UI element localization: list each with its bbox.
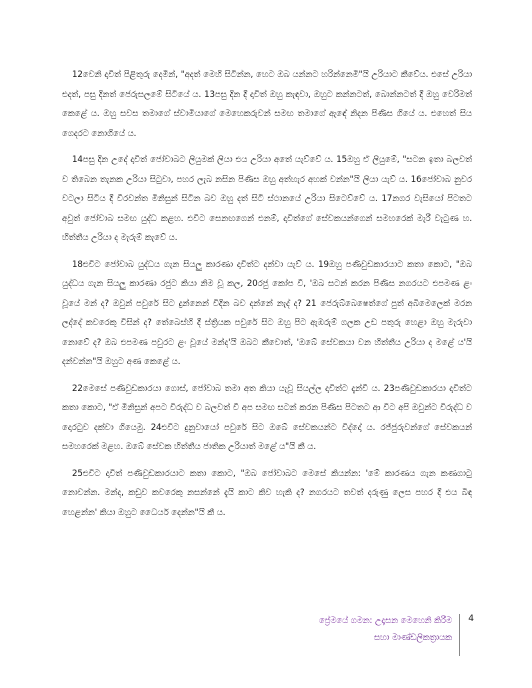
paragraph-verses-18-21: 18එවිට ජෝවාබ යුද්ධය ගැන සියලු කාරණා දාවිත්ට දන්වා යැව් ය. 19ඔහු පණිවුඩකාරයාට කතා කොට, "ඔබ යුද්ධය ගැන සියලු කාරණා රජුට කියා නිම වූ කල, 20රජු කෝප වී, 'ඔබ සටන් කරන පිණිස නගරයට එපමණ ළං වූයේ මන් ද? ඔවුන් පවුරේ සිට දුන්නෙන් විදින බව දන්නේ නැද් ද? 21 ජෙරුබ්බෙෂෙත්ගේ පුත් අබිමෙලෙක් මරන ලද්දේ කවරෙකු විසින් ද? තේබෙස්හි දී ස්ත්‍රියක පවුරේ සිට ඔහු පිට ඇඹරුම් ගලක උඩ පතුරු හෙළා ඔහු මැරුවා නොවේ ද? ඔබ එපමණ පවුරට ළං වූයේ මන්ද'යි ඔබට කීවොත්, 'ඔබේ සේවකයා වන හිත්තීය උරියා ද මළේ ය'යි දන්වන්න"යි ඔහුට අණ කෙළේ ය.: [62, 259, 472, 367]
paragraph-verses-14-17: 14පසු දින උදේ දාවිත් ජෝවාබට ලියුමක් ලියා එය උරියා අතේ යැව්වේ ය. 15ඔහු ඒ ලියුමේ, "සටන ඉතා බලවත් ව තිබෙන තැනක උරියා සිටුවා, පහර ලැබ නසින පිණිස ඔහු අත්හැර අහක් වන්න"යි ලියා යැව් ය. 16ජෝවාබ නුවර වටලා සිටිය දී වීරවන්ත මිනිසුන් සිටින බව ඔහු දත් සිටි ස්ථානයේ උරියා සිටෙව්වේ ය. 17නගර වැසියෝ පිටතට අවුත් ජෝවාබ සමඟ යුද්ධ කළහ. එවිට සෙනඟගෙන් එනම්, දාවිත්ගේ සේවකයන්ගෙන් සමහරෙක් මැරී වැටුණ හ. හිත්තීය උරියා ද මැරුම් කැවේ ය.: [62, 155, 472, 243]
page-footer: [214, 612, 474, 662]
footer-title: [319, 612, 452, 646]
footer-divider: [459, 614, 460, 656]
page-number: 4: [468, 614, 474, 624]
paragraph-verses-22-24: 22මෙසේ පණිවුඩකාරයා ගොස්, ජෝවාබ තමා අත කියා යැවූ සියල්ල දාවිත්ට දැන්වී ය. 23පණිවුඩකාරයා දාවිත්ට කතා කොට, "ඒ මිනිසුන් අපට විරුද්ධ ව බලවත් වී අප සමඟ සටන් කරන පිණිස පිටතට ආ විට අපි ඔවුන්ට විරුද්ධ ව දොරටුව දක්වා ගියෙමු. 24එවිට දුනුවායෝ පවුරේ සිට ඔබේ සේවකයන්ට විද්දෝ ය. රජ්ජුරුවන්ගේ සේවකයන් සමහරෙක් මළහ. ඔබේ සේවක හිත්තීය ජාතික උරියාත් මළේ ය"යි කී ය.: [62, 383, 472, 452]
footer-line-2: සහා මාණ්ඩලිකත්‍රායක: [374, 632, 452, 642]
footer-line-1: ප්‍රේමයේ ගමන: උදෑසන මෙහෙනි කිරීම: [318, 615, 452, 625]
paragraph-verses-12-13: 12වෙනි දාවිත් පිළිතුරු දෙමින්, "අදත් මෙහි සිටින්න, හෙට ඔබ යන්නට හරින්නෙමි"යි උරියාට කීවේය. එසේ උරියා එදත්, පසු දිනත් ජෙරුසලමේ සිටියේ ය. 13පසු දින දී දාවිත් ඔහු කැඳවා, ඔහුට කන්නටත්, බොන්නටත් දී ඔහු වෙරිමත් කෙළේ ය. ඔහු සවස තමාගේ ස්වාමියාගේ මෙහෙකරුවන් සමඟ තමාගේ ඇඳේ නිදන පිණිස ගියේ ය. එහෙත් සිය ගෙදරට නොගියේ ය.: [62, 70, 472, 139]
paragraph-verse-25: 25එවිට දාවිත් පණිවුඩකාරයාට කතා කොට, "ඔබ ජෝවාබට මෙසේ කියන්න: 'මේ කාරණය ගැන කණගාටු නොවන්න. මන්ද, කඩුව කවරෙකු නසන්නේ දැයි කාට කිව හැකි ද? නගරයට තවත් දරුණු ලෙස පහර දී එය බිඳ හෙළන්න' කියා ඔහුට ධෛර්ය දෙන්න"යි කී ය.: [62, 468, 472, 518]
body-text: [62, 66, 472, 530]
